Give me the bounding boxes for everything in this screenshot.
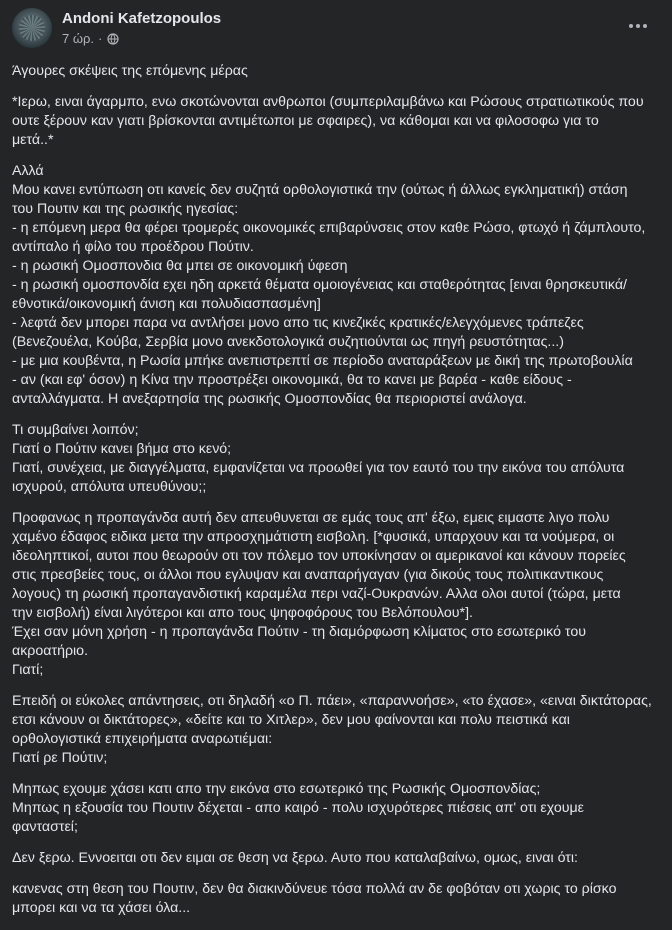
post-text-line: Αλλά: [12, 163, 44, 179]
post-text-line: Μηπως εχουμε χάσει κατι απο την εικόνα στο εσωτερικό της Ρωσικής Ομοσπονδίας;: [12, 781, 541, 797]
post-paragraph: [12, 880, 662, 918]
post-paragraph: [12, 162, 662, 409]
post-text-line: Έχει σαν μόνη χρήση - η προπαγάνδα Πούτιν - τη διαμόρφωση κλίματος στο εσωτερικό του: [12, 624, 586, 640]
post-text-line: Μηπως η εξουσία του Πουτιν δέχεται - απο καιρό - πολυ ισχυρότερες πιέσεις απ' οτι εχουμε: [12, 800, 584, 816]
post-paragraph: [12, 780, 662, 837]
post-paragraph: [12, 692, 662, 768]
post-text-line: αντίπαλο ή φίλο του προέδρου Πούτιν.: [12, 239, 254, 255]
post-text-line: μετά..*: [12, 132, 54, 148]
more-dots-icon: [629, 24, 633, 28]
post-text-line: Άγουρες σκέψεις της επόμενης μέρας: [12, 63, 248, 79]
globe-icon[interactable]: [107, 33, 119, 45]
post-text-line: στις πρεσβείες τους, οι άλλοι που εγλυψαν και αναπαρήγαγαν (για δικούς τους πολιτικαντικους: [12, 567, 604, 583]
author-name[interactable]: Andoni Kafetzopoulos: [62, 10, 222, 27]
post-text-line: χαμένο έδαφος ειδικα μετα την απροσχημάτιστη εισβολη. [*φυσικά, υπαρχουν και τα νούμερα, οι: [12, 529, 615, 545]
post-text-line: μπορει και να τα χάσει όλα...: [12, 900, 191, 916]
timestamp[interactable]: 7 ώρ.: [62, 31, 94, 46]
post-text-line: ιδεοληπτικοί, αυτοι που θεωρούν οτι τον πόλεμο τον υποκίνησαν οι αμερικανοί και κάνουν πορείες: [12, 548, 626, 564]
post-text-line: Γιατί ρε Πούτιν;: [12, 750, 108, 766]
post-text-line: εθνοτικά/οικονομική άνιση και πολυδιασπασμένη]: [12, 296, 321, 312]
post-text-line: - η ρωσική ομοσπονδία εχει ηδη αρκετά θέματα ομοιογένειας και σταθερότητας [ειναι θρησκευτικά/: [12, 277, 627, 293]
post-text-line: *Ιερω, ειναι άγαρμπο, ενω σκοτώνονται ανθρωποι (συμπεριλαμβάνω και Ρώσους στρατιωτικούς που: [12, 94, 644, 110]
post-text-line: ισχυρού, απόλυτα υπευθύνου;;: [12, 479, 207, 495]
post-paragraph: [12, 849, 662, 868]
post-text-line: ανταλλάγματα. Η ανεξαρτησία της ρωσικής Ομοσπονδίας θα περιοριστεί ανάλογα.: [12, 391, 527, 407]
post-text-line: ετσι κάνουν οι δικτάτορες», «δείτε και το Χιτλερ», δεν μου φαίνονται και πολυ πειστικά και: [12, 712, 570, 728]
post-text-line: - με μια κουβέντα, η Ρωσία μπήκε ανεπιστρεπτί σε περίοδο αναταράξεων με δική της πρωτοβουλία: [12, 353, 633, 369]
post-text-line: Τι συμβαίνει λοιπόν;: [12, 422, 139, 438]
meta-separator: ·: [98, 31, 103, 46]
post-text-line: ορθολογιστικά επιχειρήματα αναρωτιέμαι:: [12, 731, 273, 747]
post-text-line: φανταστεί;: [12, 819, 78, 835]
post-text-line: - η επόμενη μερα θα φέρει τρομερές οικονομικές επιβαρύνσεις στον καθε Ρώσο, φτωχό ή ζάμπλουτο,: [12, 220, 646, 236]
post-text-line: ακροατήριο.: [12, 643, 89, 659]
post-text-line: (Βενεζουέλα, Κούβα, Σερβία μονο ανεκδοτολογικά συζητιούνται ως πηγή ρευστότητας...): [12, 334, 564, 350]
post-paragraph: [12, 93, 662, 150]
post-text-line: Γιατί, συνέχεια, με διαγγέλματα, εμφανίζεται να προωθεί για τον εαυτό του την εικόνα του απόλυτα: [12, 460, 625, 476]
post-text-line: την εισβολή) είναι λιγότεροι και απο τους ψηφοφόρους του Βελόπουλου*].: [12, 605, 473, 621]
avatar[interactable]: [12, 8, 52, 48]
post-text-line: Γιατί ο Πούτιν κανει βήμα στο κενό;: [12, 441, 232, 457]
post-paragraph: [12, 62, 662, 81]
post-text-line: του Πουτιν και της ρωσικής ηγεσίας:: [12, 201, 239, 217]
post-meta: [62, 31, 119, 46]
post-text-line: Γιατί;: [12, 662, 44, 678]
post-body: [12, 62, 662, 930]
post-text-line: - η ρωσική Ομοσπονδια θα μπει σε οικονομική ύφεση: [12, 258, 348, 274]
post-text-line: Μου κανει εντύπωση οτι κανείς δεν συζητά ορθολογιστικά την (ούτως ή άλλως εγκληματική) στάση: [12, 182, 628, 198]
post-paragraph: [12, 421, 662, 497]
post-text-line: λογους) τη ρωσική προπαγανδιστική καραμέλα περι ναζί-Ουκρανών. Αλλα ολοι αυτοί (τώρα, μετα: [12, 586, 621, 602]
post-text-line: Προφανως η προπαγάνδα αυτή δεν απευθυνεται σε εμάς τους απ' έξω, εμεις ειμαστε λιγο πολυ: [12, 510, 610, 526]
more-options-button[interactable]: [624, 16, 652, 36]
post-text-line: κανενας στη θεση του Πουτιν, δεν θα διακινδύνευε τόσα πολλά αν δε φοβόταν οτι χωρις το ρίσκο: [12, 881, 617, 897]
post-text-line: ουτε ξέρουν καν γιατι βρίσκονται αντιμέτωποι με σφαιρες), να κάθομαι και να φιλοσοφω για το: [12, 113, 599, 129]
post-header: [12, 8, 660, 52]
post-text-line: - λεφτά δεν μπορει παρα να αντλήσει μονο απο τις κινεζικές κρατικές/ελεγχόμενες τράπεζες: [12, 315, 584, 331]
post-text-line: Δεν ξερω. Εννοειται οτι δεν ειμαι σε θεση να ξερω. Αυτο που καταλαβαίνω, ομως, ειναι ότι:: [12, 850, 578, 866]
post-text-line: Επειδή οι εύκολες απάντησεις, οτι δηλαδή «ο Π. πάει», «παραννοήσε», «το έχασε», «ειναι δικτάτορας,: [12, 693, 652, 709]
post-paragraph: [12, 509, 662, 680]
post-text-line: - αν (και εφ' όσον) η Κίνα την προστρέξει οικονομικά, θα το κανει με βαρέα - καθε είδους -: [12, 372, 572, 388]
